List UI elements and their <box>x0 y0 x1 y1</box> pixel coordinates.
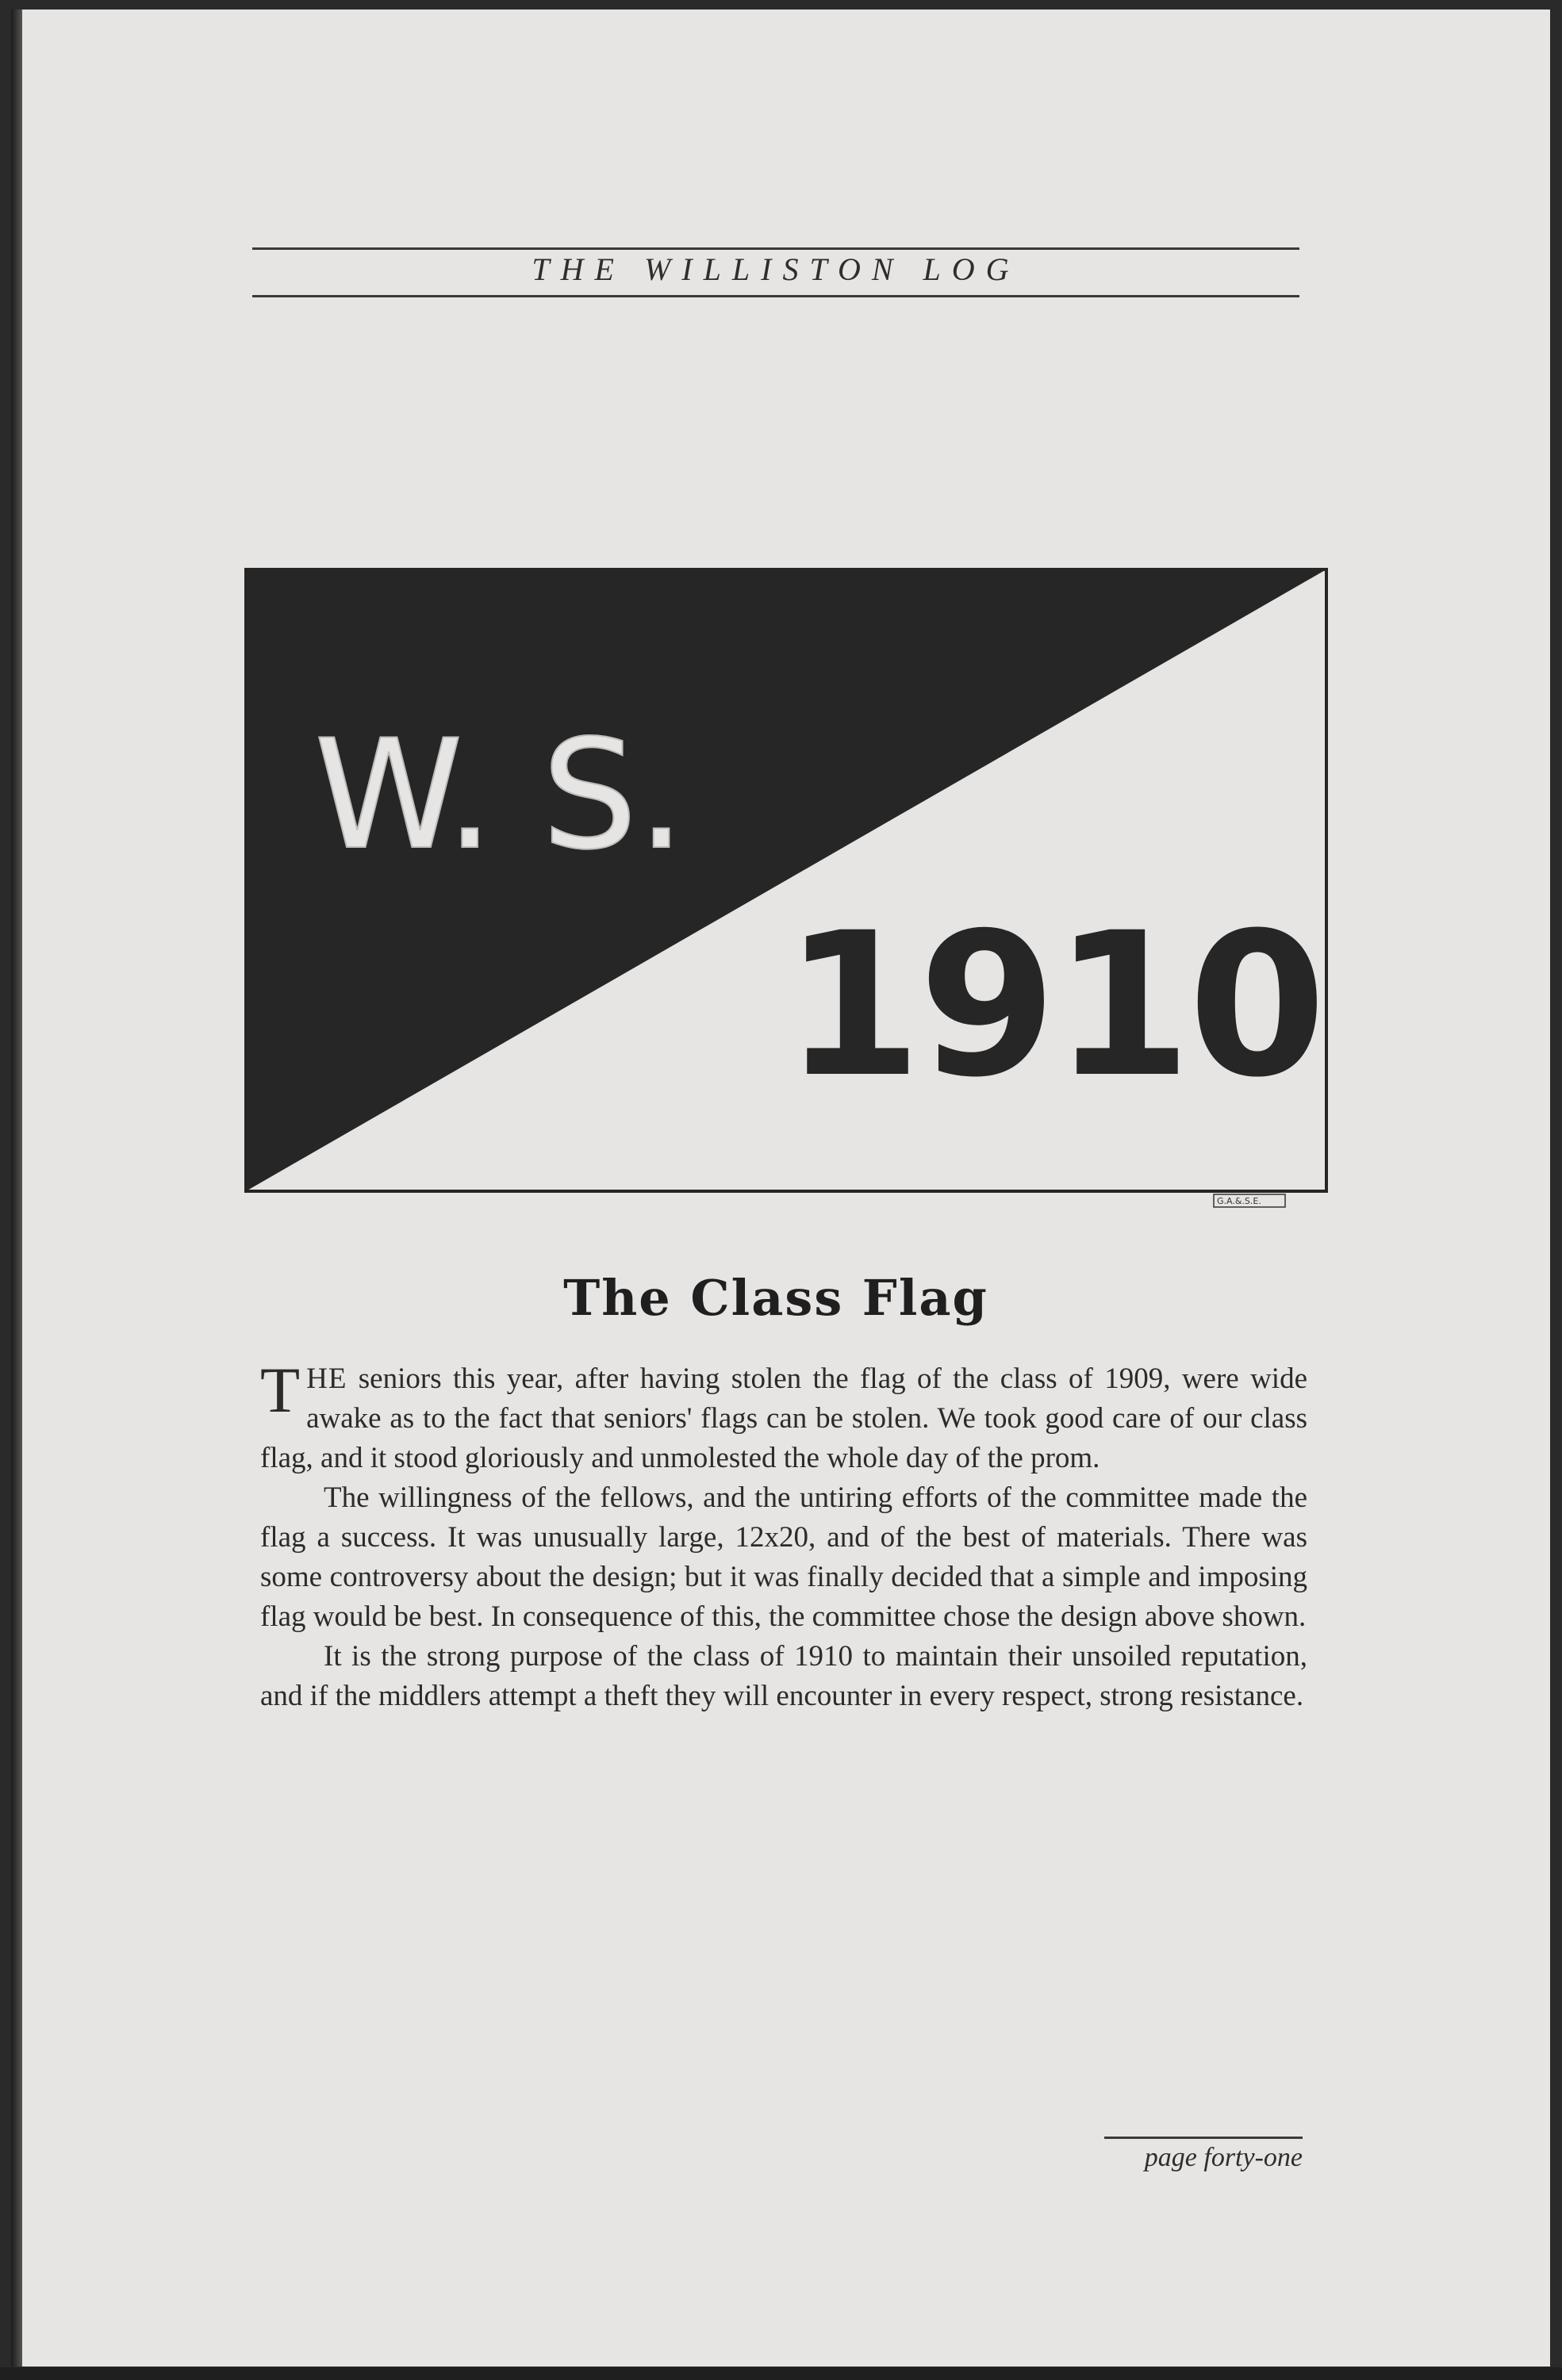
drop-cap: T <box>260 1354 301 1426</box>
running-head-title: THE WILLISTON LOG <box>532 251 1020 287</box>
scan-bottom-edge <box>0 2367 1562 2380</box>
section-heading: The Class Flag <box>563 1269 988 1327</box>
paragraph-1 <box>260 1354 1307 1478</box>
header-rule-top <box>252 247 1299 250</box>
small-caps-lead: HE <box>306 1362 347 1395</box>
flag-year: 1910 <box>784 890 1323 1121</box>
running-head <box>252 233 1299 300</box>
paragraph-3: It is the strong purpose of the class of 1910 to maintain their unsoiled reputation, and if the middlers attempt a theft they will encounter in every respect, strong resistance. <box>260 1640 1307 1712</box>
book-page <box>11 10 1550 2367</box>
footer-rule <box>1104 2137 1303 2139</box>
header-rule-bottom <box>252 295 1299 297</box>
binding-edge <box>11 10 22 2367</box>
paragraph-1-text: seniors this year, after having stolen the flag of the class of 1909, were wide awake as to the fact that seniors' flags can be stolen. We took good care of our class flag, and it stood gloriously and unmolested the whole day of the prom. <box>260 1362 1307 1474</box>
page-number: page forty-one <box>1144 2143 1303 2172</box>
page-footer <box>1104 2129 1303 2179</box>
engraver-mark: G.A.&.S.E. <box>1217 1196 1261 1206</box>
article-body <box>260 1354 1307 1716</box>
class-flag-illustration <box>236 560 1336 1210</box>
flag-initials: W. S. <box>314 707 685 883</box>
paragraph-2: The willingness of the fellows, and the untiring efforts of the committee made the flag a success. It was unusually large, 12x20, and of the best of materials. There was some controversy about the design; but it was finally decided that a simple and imposing flag would be best. In consequence of this, the committee chose the design above shown. <box>260 1481 1307 1633</box>
